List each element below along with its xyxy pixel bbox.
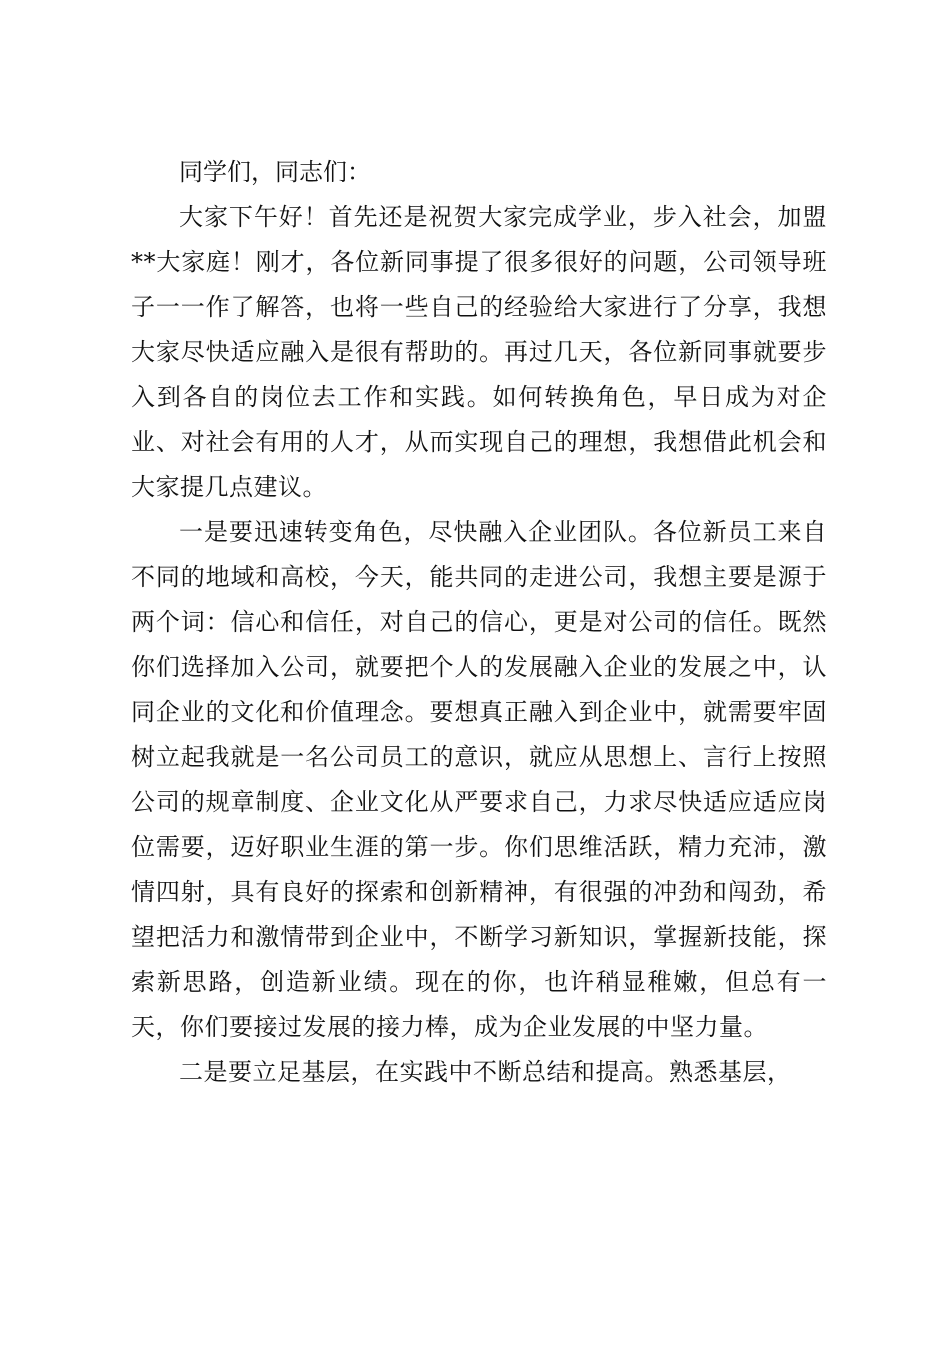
paragraph-point-two: 二是要立足基层，在实践中不断总结和提高。熟悉基层，: [179, 1058, 792, 1086]
document-body: [131, 150, 827, 1095]
paragraph-point-one: 一是要迅速转变角色，尽快融入企业团队。各位新员工来自不同的地域和高校，今天，能共同的走进公司，我想主要是源于两个词：信心和信任，对自己的信心，更是对公司的信任。既然你们选择加入公司，就要把个人的发展融入企业的发展之中，认同企业的文化和价值理念。要想真正融入到企业中，就需要牢固树立起我就是一名公司员工的意识，就应从思想上、言行上按照公司的规章制度、企业文化从严要求自己，力求尽快适应适应岗位需要，迈好职业生涯的第一步。你们思维活跃，精力充沛，激情四射，具有良好的探索和创新精神，有很强的冲劲和闯劲，希望把活力和激情带到企业中，不断学习新知识，掌握新技能，探索新思路，创造新业绩。现在的你，也许稍显稚嫩，但总有一天，你们要接过发展的接力棒，成为企业发展的中坚力量。: [131, 518, 827, 1041]
paragraph-opening: 大家下午好！首先还是祝贺大家完成学业，步入社会，加盟**大家庭！刚才，各位新同事提了很多很好的问题，公司领导班子一一作了解答，也将一些自己的经验给大家进行了分享，我想大家尽快适应融入是很有帮助的。再过几天，各位新同事就要步入到各自的岗位去工作和实践。如何转换角色，早日成为对企业、对社会有用的人才，从而实现自己的理想，我想借此机会和大家提几点建议。: [131, 203, 827, 501]
greeting-line: 同学们，同志们：: [179, 158, 371, 186]
